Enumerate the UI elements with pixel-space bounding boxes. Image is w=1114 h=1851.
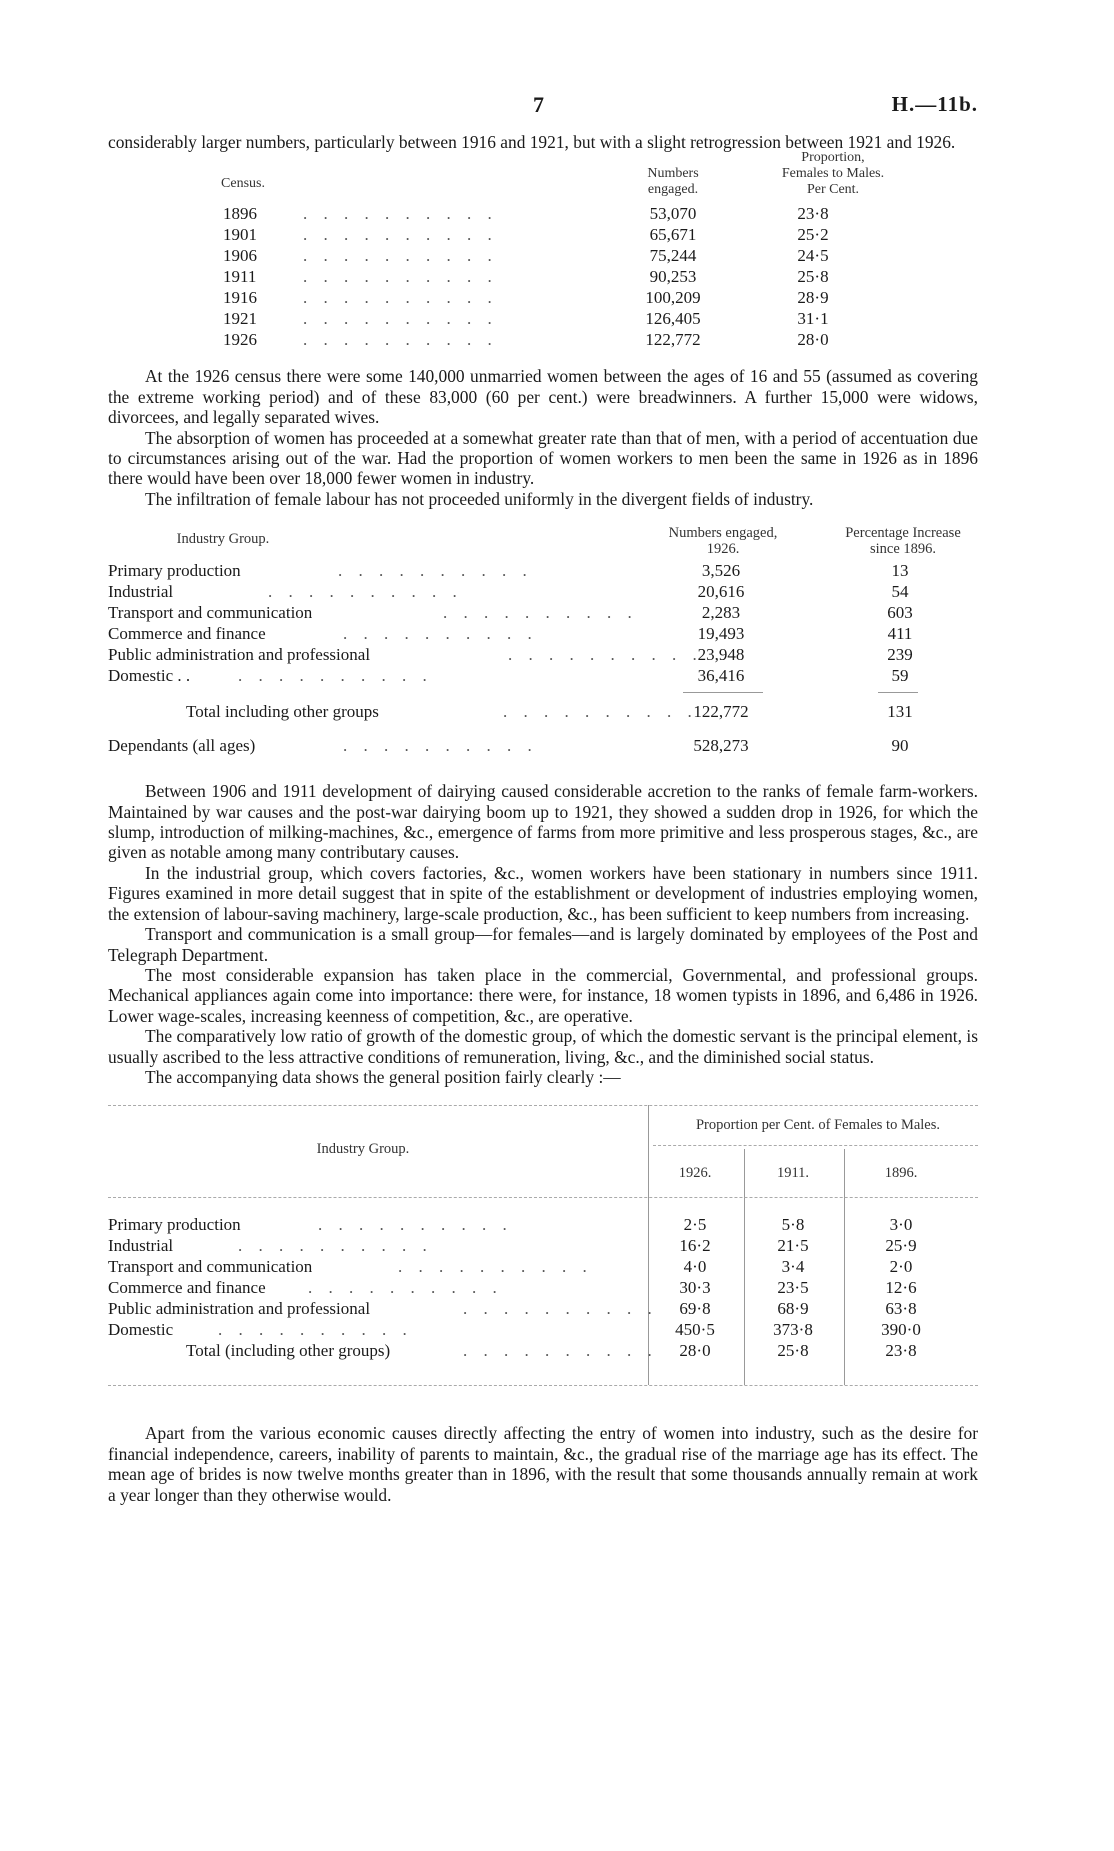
- table-row: [223, 246, 923, 267]
- value-1896: 3·0: [889, 1215, 913, 1235]
- value-1926: 450·5: [675, 1320, 715, 1340]
- numbers-engaged: 3,526: [701, 561, 741, 581]
- numbers-engaged: 126,405: [645, 309, 701, 329]
- proportion-value: 28·9: [797, 288, 829, 308]
- numbers-engaged: 2,283: [701, 603, 741, 623]
- leader-dots: . . . . . . . . . .: [303, 204, 498, 224]
- census-year: 1921: [223, 309, 257, 329]
- header-bottom-rule: [108, 1197, 978, 1198]
- total-numbers: 122,772: [693, 702, 749, 722]
- industry-group-label: Domestic . .: [108, 666, 191, 686]
- numbers-header-line-1: Numbers engaged,: [668, 525, 778, 542]
- leader-dots: . . . . . . . . . .: [463, 1299, 658, 1319]
- census-year: 1911: [223, 267, 257, 287]
- proportion-value: 23·8: [797, 204, 829, 224]
- value-1911: 373·8: [773, 1320, 813, 1340]
- industry-group-label: Commerce and finance: [108, 1278, 266, 1298]
- industry-group-label: Public administration and professional: [108, 1299, 371, 1319]
- value-1926: 2·5: [683, 1215, 707, 1235]
- total-label: Total including other groups: [186, 702, 379, 722]
- leader-dots: . . . . . . . . . .: [303, 309, 498, 329]
- value-1896: 63·8: [885, 1299, 917, 1319]
- census-year: 1906: [223, 246, 257, 266]
- proportion-value: 24·5: [797, 246, 829, 266]
- leader-dots: . . . . . . . . . .: [303, 246, 498, 266]
- industry-group-label: Commerce and finance: [108, 624, 266, 644]
- table-row: [108, 582, 978, 603]
- proportion-value: 25·2: [797, 225, 829, 245]
- total-row: [108, 1341, 978, 1362]
- page-number: 7: [533, 92, 544, 117]
- subtotal-rule: [683, 692, 763, 693]
- leader-dots: . . . . . . . . . .: [343, 624, 538, 644]
- industry-group-label: Domestic: [108, 1320, 174, 1340]
- value-1896: 2·0: [889, 1257, 913, 1277]
- value-1926: 4·0: [683, 1257, 707, 1277]
- percentage-increase-header: [828, 525, 978, 557]
- paragraph-7: Transport and communication is a small group—for females—and is largely dominated by employees of the Post and Telegraph Department.: [108, 924, 978, 965]
- value-1926: 28·0: [679, 1341, 711, 1361]
- paragraph-6: In the industrial group, which covers factories, &c., women workers have been stationary in numbers since 1911. Figures examined in more detail suggest that in spite of the establishment or development of industries employing women, the extension of labour-saving machinery, large-scale production, &c., has been sufficient to keep numbers from increasing.: [108, 862, 978, 924]
- leader-dots: . . . . . . . . . .: [338, 561, 533, 581]
- industry-group-label: Transport and communication: [108, 603, 313, 623]
- table-row: [108, 666, 978, 687]
- numbers-engaged: 36,416: [697, 666, 745, 686]
- census-table: [108, 150, 978, 396]
- value-1911: 3·4: [781, 1257, 805, 1277]
- industry-group-label: Industrial: [108, 582, 174, 602]
- paragraph-10: The accompanying data shows the general position fairly clearly :—: [145, 1066, 621, 1087]
- numbers-engaged: 53,070: [649, 204, 697, 224]
- table-row: [223, 267, 923, 288]
- industry-group-label: Industrial: [108, 1236, 174, 1256]
- proportion-header-line-2: Females to Males.: [781, 166, 885, 182]
- leader-dots: . . . . . . . . . .: [303, 225, 498, 245]
- percentage-increase: 54: [891, 582, 909, 602]
- total-percentage: 131: [887, 702, 913, 722]
- industry-group-label: Transport and communication: [108, 1257, 313, 1277]
- value-1926: 30·3: [679, 1278, 711, 1298]
- leader-dots: . . . . . . . . . .: [398, 1257, 593, 1277]
- value-1911: 5·8: [781, 1215, 805, 1235]
- year-1911-header: 1911.: [776, 1165, 810, 1182]
- table-row: [108, 1257, 978, 1278]
- paragraph-8: The most considerable expansion has taken place in the commercial, Governmental, and professional groups. Mechanical appliances again come into importance: there were, for instance, 18 women typists in 1896, and 6,486 in 1926. Lower wage-scales, increasing keenness of competition, &c., are operative.: [108, 964, 978, 1026]
- leader-dots: . . . . . . . . . .: [218, 1320, 413, 1340]
- census-col-header: Census.: [221, 176, 265, 192]
- table-row: [108, 1299, 978, 1320]
- numbers-engaged: 90,253: [649, 267, 697, 287]
- numbers-engaged: 100,209: [645, 288, 701, 308]
- industry-group-label: Public administration and professional: [108, 645, 371, 665]
- paragraph-1: considerably larger numbers, particularly between 1916 and 1921, but with a slight retrogression between 1921 and 1926.: [108, 132, 956, 152]
- paragraph-4: The infiltration of female labour has not proceeded uniformly in the divergent fields of industry.: [145, 488, 814, 509]
- value-1911: 21·5: [777, 1236, 809, 1256]
- numbers-engaged: 19,493: [697, 624, 745, 644]
- paragraph-9: The comparatively low ratio of growth of the domestic group, of which the domestic servant is the principal element, is usually ascribed to the less attractive conditions of remuneration, living, &c., and the diminished social status.: [108, 1026, 978, 1067]
- document-reference: H.—11b.: [891, 92, 978, 116]
- proportion-header-line-3: Per Cent.: [806, 182, 860, 198]
- table-row: [108, 1320, 978, 1341]
- proportion-table: [108, 1101, 978, 1401]
- numbers-engaged: 75,244: [649, 246, 697, 266]
- table-bottom-rule: [108, 1385, 978, 1386]
- percentage-header-line-2: since 1896.: [869, 541, 937, 558]
- table-row: [108, 1215, 978, 1236]
- dependants-row: [108, 736, 978, 757]
- dependants-percentage: 90: [891, 736, 909, 756]
- total-row: [108, 702, 978, 723]
- table-top-rule: [108, 1105, 978, 1106]
- percentage-increase: 411: [887, 624, 913, 644]
- leader-dots: . . . . . . . . . .: [503, 702, 698, 722]
- leader-dots: . . . . . . . . . .: [308, 1278, 503, 1298]
- numbers-engaged: 122,772: [645, 330, 701, 350]
- value-1926: 69·8: [679, 1299, 711, 1319]
- proportion-span-header: Proportion per Cent. of Females to Males.: [695, 1117, 941, 1134]
- value-1911: 23·5: [777, 1278, 809, 1298]
- percentage-header-line-1: Percentage Increase: [845, 525, 961, 542]
- table-row: [108, 624, 978, 645]
- value-1896: 12·6: [885, 1278, 917, 1298]
- numbers-engaged: 65,671: [649, 225, 697, 245]
- value-1896: 25·9: [885, 1236, 917, 1256]
- leader-dots: . . . . . . . . . .: [508, 645, 703, 665]
- table-row: [108, 645, 978, 666]
- numbers-engaged-header: [638, 525, 808, 557]
- leader-dots: . . . . . . . . . .: [318, 1215, 513, 1235]
- leader-dots: . . . . . . . . . .: [268, 582, 463, 602]
- table-row: [223, 330, 923, 351]
- leader-dots: . . . . . . . . . .: [463, 1341, 658, 1361]
- paragraph-5: Between 1906 and 1911 development of dairying caused considerable accretion to the ranks of female farm-workers. Maintained by war causes and the post-war dairying boom up to 1921, they showed a sudden drop in 1926, for which the slump, introduction of milking-machines, &c., emergence of farms from more primitive and less prosperous stages, &c., are given as notable among many contributary causes.: [108, 781, 978, 863]
- proportion-value: 28·0: [797, 330, 829, 350]
- industry-table: [108, 525, 978, 757]
- page-header: [108, 92, 978, 132]
- year-1926-header: 1926.: [678, 1165, 712, 1182]
- table-row: [108, 603, 978, 624]
- value-1911: 68·9: [777, 1299, 809, 1319]
- span-header-rule: [653, 1145, 978, 1146]
- census-year: 1926: [223, 330, 257, 350]
- industry-group-header: Industry Group.: [316, 1141, 410, 1158]
- industry-group-label: Primary production: [108, 1215, 241, 1235]
- year-1896-header: 1896.: [884, 1165, 918, 1182]
- leader-dots: . . . . . . . . . .: [238, 666, 433, 686]
- percentage-increase: 603: [887, 603, 913, 623]
- numbers-engaged: 23,948: [697, 645, 745, 665]
- numbers-engaged: 20,616: [697, 582, 745, 602]
- paragraph-2: At the 1926 census there were some 140,000 unmarried women between the ages of 16 and 55 (assumed as covering the extreme working period) and of these 83,000 (60 per cent.) were breadwinners. A further 15,000 were widows, divorcees, and legally separated wives.: [108, 366, 978, 428]
- subtotal-rule: [878, 692, 918, 693]
- census-year: 1916: [223, 288, 257, 308]
- proportion-value: 31·1: [797, 309, 829, 329]
- leader-dots: . . . . . . . . . .: [343, 736, 538, 756]
- proportion-header-line-1: Proportion,: [801, 150, 865, 166]
- paragraph-11: Apart from the various economic causes directly affecting the entry of women into industry, such as the desire for financial independence, careers, inability of parents to maintain, &c., the gradual rise of the marriage age has its effect. The mean age of brides is now twelve months greater than in 1896, with the result that some thousands annually remain at work a year longer than they otherwise would.: [108, 1423, 978, 1505]
- table-row: [223, 309, 923, 330]
- numbers-header-line-2: 1926.: [706, 541, 740, 558]
- table-row: [108, 1278, 978, 1299]
- leader-dots: . . . . . . . . . .: [303, 330, 498, 350]
- leader-dots: . . . . . . . . . .: [443, 603, 638, 623]
- percentage-increase: 239: [887, 645, 913, 665]
- industry-group-header: Industry Group.: [176, 531, 270, 548]
- numbers-col-header: Numbers engaged.: [647, 166, 699, 198]
- table-row: [223, 225, 923, 246]
- percentage-increase: 59: [891, 666, 909, 686]
- census-year: 1896: [223, 204, 257, 224]
- census-year: 1901: [223, 225, 257, 245]
- paragraph-3: The absorption of women has proceeded at a somewhat greater rate than that of men, with a period of accentuation due to circumstances arising out of the war. Had the proportion of women workers to men been the same in 1926 as in 1896 there would have been over 18,000 fewer women in industry.: [108, 427, 978, 489]
- leader-dots: . . . . . . . . . .: [238, 1236, 433, 1256]
- table-row: [108, 561, 978, 582]
- proportion-col-header: [753, 150, 913, 198]
- dependants-label: Dependants (all ages): [108, 736, 256, 756]
- table-row: [108, 1236, 978, 1257]
- proportion-value: 25·8: [797, 267, 829, 287]
- value-1896: 390·0: [881, 1320, 921, 1340]
- value-1926: 16·2: [679, 1236, 711, 1256]
- table-row: [223, 288, 923, 309]
- total-label: Total (including other groups): [186, 1341, 391, 1361]
- value-1896: 23·8: [885, 1341, 917, 1361]
- table-row: [223, 204, 923, 225]
- industry-group-label: Primary production: [108, 561, 241, 581]
- value-1911: 25·8: [777, 1341, 809, 1361]
- dependants-numbers: 528,273: [693, 736, 749, 756]
- leader-dots: . . . . . . . . . .: [303, 267, 498, 287]
- document-page: [108, 92, 978, 1505]
- percentage-increase: 13: [891, 561, 909, 581]
- leader-dots: . . . . . . . . . .: [303, 288, 498, 308]
